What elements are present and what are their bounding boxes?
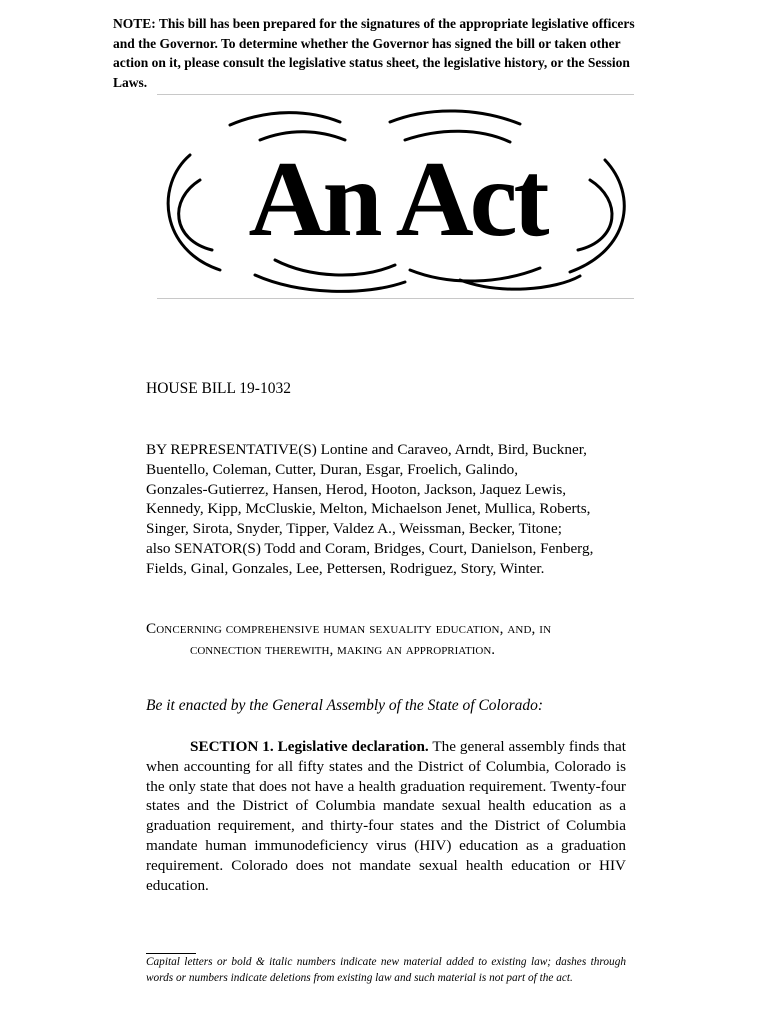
sponsors-line: Gonzales-Gutierrez, Hansen, Herod, Hooton, Jackson, Jaquez Lewis, [146, 480, 567, 498]
sponsors-line: BY REPRESENTATIVE(S) Lontine and Caraveo, Arndt, Bird, Buckner, [146, 441, 587, 458]
bill-title [146, 618, 626, 660]
sponsors-line: Kennedy, Kipp, McCluskie, Melton, Michaelson Jenet, Mullica, Roberts, [146, 500, 591, 518]
section-1-body: The general assembly finds that when accounting for all fifty states and the District of Columbia, Colorado is the only state that does not have a health graduation requirement. Twenty-four states and the District of Columbia mandate sexual health education as a graduation requirement, and thirty-four states and the District of Columbia mandate human immunodeficiency virus (HIV) education as a graduation requirement. Colorado does not mandate sexual health education or HIV education. [146, 738, 626, 894]
header-divider [157, 94, 634, 95]
bill-title-line: connection therewith, making an appropriation. [190, 641, 496, 658]
governor-signature-note: NOTE: This bill has been prepared for the signatures of the appropriate legislative officers and the Governor. To determine whether the Governor has signed the bill or taken other action on it, please consult the legislative status sheet, the legislative history, or the Session Laws. [113, 16, 635, 90]
bill-number: HOUSE BILL 19-1032 [146, 380, 291, 397]
sponsors-line: Buentello, Coleman, Cutter, Duran, Esgar, Froelich, Galindo, [146, 460, 519, 478]
sponsors-list [146, 440, 626, 579]
seal-divider [157, 298, 634, 299]
section-1-heading: SECTION 1. Legislative declaration. [190, 738, 429, 755]
section-1 [146, 737, 626, 895]
footnote: Capital letters or bold & italic numbers indicate new material added to existing law; dashes through words or numbers indicate deletions from existing law and such material is not part of the act. [146, 956, 626, 985]
bill-title-line: Concerning comprehensive human sexuality education, and, in [146, 620, 552, 637]
seal-title: An Act [248, 140, 546, 259]
sponsors-line: also SENATOR(S) Todd and Coram, Bridges, Court, Danielson, Fenberg, [146, 539, 594, 557]
an-act-seal [160, 100, 635, 295]
enacting-clause: Be it enacted by the General Assembly of the State of Colorado: [146, 697, 544, 714]
sponsors-line: Singer, Sirota, Snyder, Tipper, Valdez A., Weissman, Becker, Titone; [146, 520, 562, 538]
sponsors-line: Fields, Ginal, Gonzales, Lee, Pettersen, Rodriguez, Story, Winter. [146, 559, 545, 577]
